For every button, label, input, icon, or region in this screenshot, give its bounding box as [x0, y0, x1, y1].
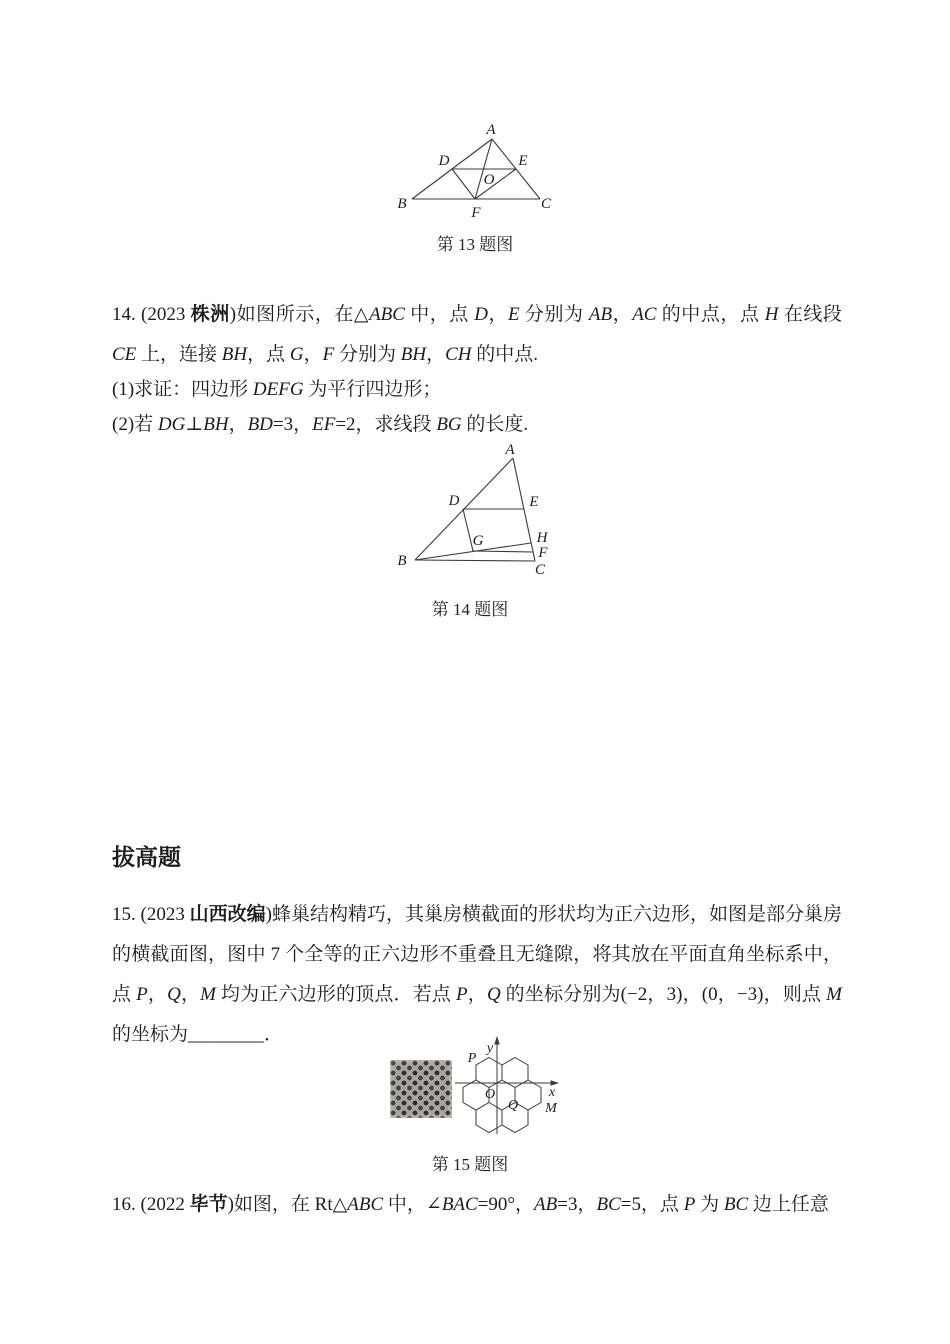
fig14-segment-DG	[463, 509, 473, 551]
text-segment: M	[826, 984, 842, 1005]
fig15-axis-label-x: x	[548, 1085, 556, 1100]
text-segment: 在线段	[778, 304, 842, 325]
text-segment: 15. (2023	[112, 904, 190, 925]
text-segment: (1)求证：四边形	[112, 379, 253, 400]
figure-13-caption: 第 13 题图	[436, 235, 514, 254]
text-segment: 分别为	[334, 344, 401, 365]
fig13-point-label-B: B	[397, 196, 407, 212]
text-segment: =3，	[272, 414, 313, 435]
figure-14	[390, 443, 565, 583]
text-segment: 山西改编	[189, 904, 266, 925]
fig15-axis-label-y: y	[486, 1041, 494, 1056]
y-axis-arrow	[494, 1036, 500, 1045]
text-segment: 毕节	[189, 1194, 228, 1215]
text-segment: 中，点	[404, 304, 475, 325]
text-segment: ⊥	[185, 414, 204, 435]
text-segment: P	[136, 984, 148, 1005]
figure-15-caption: 第 15 题图	[431, 1155, 509, 1174]
text-segment: ，点	[247, 344, 290, 365]
fig13-point-label-F: F	[471, 205, 481, 221]
fig13-segment-EF	[475, 169, 516, 199]
fig14-point-label-B: B	[397, 553, 407, 569]
text-segment: P	[455, 984, 468, 1005]
fig13-point-label-A: A	[486, 122, 496, 138]
text-segment: ，	[426, 344, 446, 365]
text-segment: Q	[167, 984, 181, 1005]
text-segment: AB	[588, 304, 613, 325]
text-segment: AB	[534, 1194, 558, 1215]
text-segment: E	[508, 304, 520, 325]
text-segment: ，	[487, 304, 509, 325]
text-segment: ABC	[347, 1194, 384, 1215]
text-segment: 的中点.	[471, 344, 539, 365]
text-segment: EF	[312, 414, 336, 435]
text-segment: 的长度.	[461, 414, 529, 435]
text-segment: 为平行四边形；	[303, 379, 442, 400]
text-segment: 分别为	[519, 304, 589, 325]
text-segment: =3，	[557, 1194, 597, 1215]
fig13-segment-DF	[452, 169, 475, 199]
text-segment: =5，点	[620, 1194, 684, 1215]
figure-13	[380, 105, 565, 230]
fig15-point-label-Q: Q	[507, 1098, 519, 1113]
fig13-point-label-C: C	[540, 196, 552, 212]
fig14-segment-GF	[473, 551, 533, 552]
text-segment: ，	[147, 984, 168, 1005]
hexagon-grid	[463, 1058, 541, 1133]
honeycomb-photo	[390, 1060, 452, 1118]
text-segment: G	[289, 344, 304, 365]
text-segment: ABC	[369, 304, 405, 325]
text-segment: 的中点，点	[656, 304, 765, 325]
section-header: 拔高题	[112, 844, 181, 870]
text-segment: ，	[303, 344, 323, 365]
text-segment: BC	[723, 1194, 749, 1215]
text-segment: ，	[612, 304, 633, 325]
fig14-point-label-F: F	[538, 545, 548, 561]
text-segment: CE	[112, 344, 137, 365]
text-segment: BAC	[441, 1194, 478, 1215]
text-segment: 上，连接	[136, 344, 222, 365]
text-segment: =90°，	[477, 1194, 535, 1215]
text-segment: )如图，在 Rt△	[227, 1194, 348, 1215]
text-segment: D	[474, 304, 488, 325]
text-segment: P	[683, 1194, 696, 1215]
problem-15-text	[112, 895, 842, 1055]
fig14-point-label-D: D	[448, 493, 460, 509]
text-segment: F	[322, 344, 335, 365]
fig15-point-label-P: P	[467, 1051, 477, 1066]
fig14-edge-BC	[415, 560, 535, 561]
text-segment: BG	[436, 414, 462, 435]
fig14-point-label-E: E	[529, 494, 539, 510]
figure-15	[450, 1035, 565, 1140]
fig14-point-label-A: A	[505, 443, 515, 458]
text-segment: ，	[180, 984, 201, 1005]
text-segment: Q	[486, 984, 501, 1005]
text-segment: 均为正六边形的顶点．若点	[216, 984, 456, 1005]
text-segment: )蜂巢结构精巧，其巢房横截面的形状均为正六边形，如图是部分巢房的横截面图，图中 7 个全等的正六边形不重叠且无缝隙，将其放在平面直角坐标系中，点	[112, 904, 842, 1005]
text-segment: DEFG	[252, 379, 304, 400]
fig14-point-label-G: G	[472, 533, 484, 549]
text-segment: CH	[445, 344, 472, 365]
problem-14-text	[112, 295, 842, 375]
text-segment: BH	[203, 414, 229, 435]
text-segment: 为	[695, 1194, 724, 1215]
text-segment: 的坐标为________．	[112, 1024, 284, 1045]
problem-14-part2	[112, 405, 528, 445]
text-segment: 株洲	[190, 304, 230, 325]
text-segment: BC	[596, 1194, 621, 1215]
text-segment: )如图所示，在△	[229, 304, 370, 325]
text-segment: H	[764, 304, 779, 325]
text-segment: (2)若	[112, 414, 158, 435]
fig13-point-label-D: D	[438, 153, 450, 169]
text-segment: 16. (2022	[112, 1194, 190, 1215]
text-segment: AC	[632, 304, 657, 325]
text-segment: 中，∠	[383, 1194, 442, 1215]
text-segment: ，	[228, 414, 248, 435]
text-segment: 的坐标分别为(−2，3)，(0，−3)，则点	[500, 984, 827, 1005]
fig13-point-label-E: E	[518, 153, 528, 169]
text-segment: 边上任意	[748, 1194, 829, 1215]
text-segment: 14. (2023	[112, 304, 191, 325]
fig14-point-label-C: C	[534, 562, 546, 578]
fig14-point-label-H: H	[536, 530, 548, 546]
figure-13-lines	[412, 139, 540, 199]
fig13-point-label-O: O	[483, 172, 495, 188]
figure-14-caption: 第 14 题图	[431, 600, 509, 619]
text-segment: BH	[400, 344, 427, 365]
text-segment: ，	[467, 984, 487, 1005]
problem-16-text	[112, 1185, 829, 1225]
text-segment: =2，求线段	[335, 414, 437, 435]
text-segment: BD	[247, 414, 273, 435]
text-segment: M	[200, 984, 216, 1005]
fig15-point-label-M: M	[545, 1101, 557, 1116]
text-segment: BH	[221, 344, 248, 365]
problem-14-part1	[112, 370, 441, 410]
text-segment: DG	[157, 414, 186, 435]
fig15-origin-label: O	[484, 1087, 496, 1102]
